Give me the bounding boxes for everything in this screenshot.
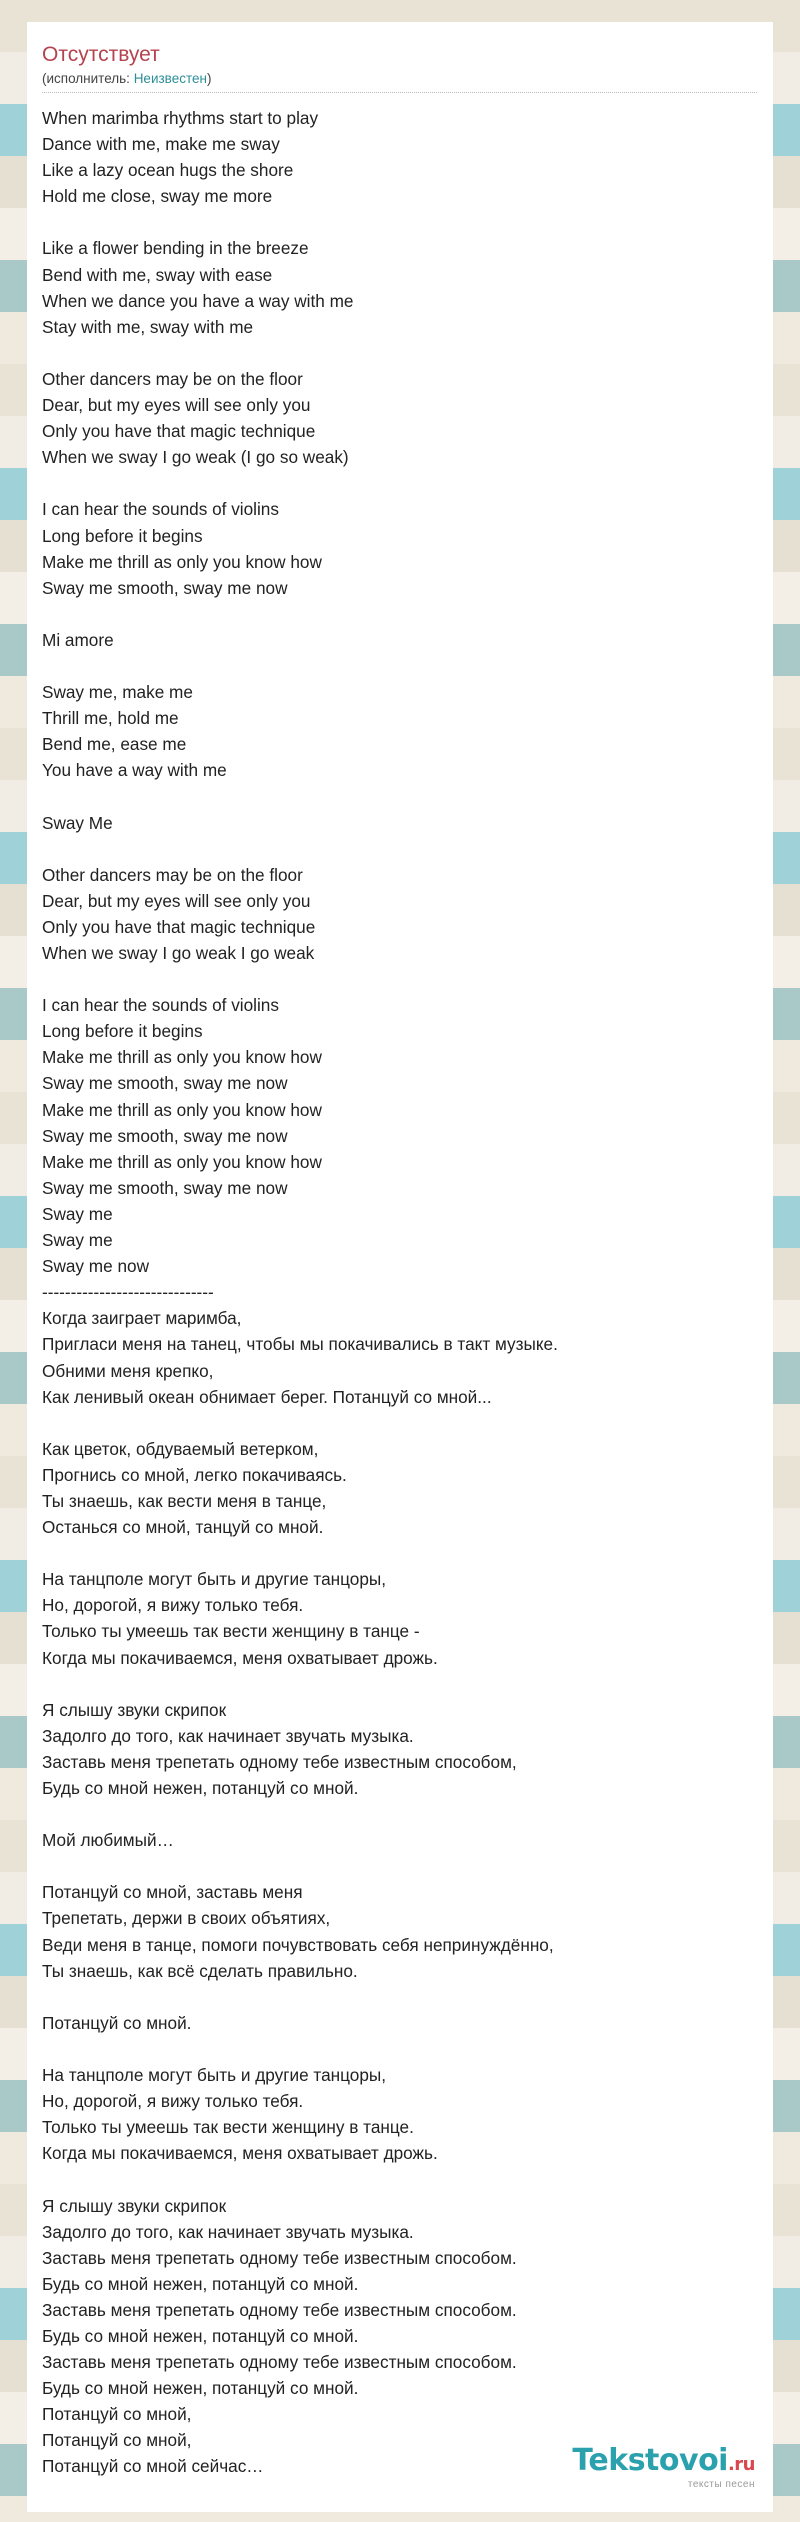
lyric-line: When we sway I go weak (I go so weak): [42, 447, 349, 468]
lyric-line: Sway me smooth, sway me now: [42, 1125, 288, 1146]
lyric-line: When marimba rhythms start to play: [42, 108, 319, 128]
header-divider: [42, 92, 757, 93]
lyric-line: Но, дорогой, я вижу только тебя.: [42, 1595, 304, 1616]
stanza-break: [42, 653, 742, 679]
stanza-break: [42, 1540, 742, 1566]
lyric-line: Like a lazy ocean hugs the shore: [42, 160, 294, 181]
artist-prefix: (исполнитель:: [42, 71, 134, 86]
lyric-line: Как цветок, обдуваемый ветерком,: [42, 1438, 319, 1459]
lyric-line: Stay with me, sway with me: [42, 316, 254, 337]
lyric-line: Make me thrill as only you know how: [42, 1047, 322, 1068]
lyric-line: Sway me smooth, sway me now: [42, 577, 288, 598]
lyric-line: Потанцуй со мной, заставь меня: [42, 1882, 303, 1903]
lyric-line: Long before it begins: [42, 1021, 203, 1042]
lyric-line: Long before it begins: [42, 525, 203, 546]
lyric-line: Mi amore: [42, 629, 114, 650]
lyric-line: Потанцуй со мной,: [42, 2404, 192, 2425]
site-logo[interactable]: [572, 2445, 755, 2490]
lyric-line: Я слышу звуки скрипок: [42, 1699, 227, 1720]
lyric-line: I can hear the sounds of violins: [42, 499, 279, 520]
stanza-break: [42, 601, 742, 627]
stanza-break: [42, 836, 742, 862]
lyric-line: Make me thrill as only you know how: [42, 551, 322, 572]
lyric-line: Dear, but my eyes will see only you: [42, 395, 311, 416]
lyric-line: Make me thrill as only you know how: [42, 1099, 322, 1120]
lyric-line: На танцполе могут быть и другие танцоры,: [42, 2065, 387, 2086]
lyric-line: Веди меня в танце, помоги почувствовать себя непринуждённо,: [42, 1934, 554, 1955]
lyric-line: Будь со мной нежен, потанцуй со мной.: [42, 2378, 359, 2399]
lyric-line: Ты знаешь, как вести меня в танце,: [42, 1490, 327, 1511]
logo-wordmark: [572, 2445, 755, 2481]
lyric-line: When we dance you have a way with me: [42, 290, 354, 311]
lyric-line: Мой любимый…: [42, 1830, 174, 1851]
logo-name: Tekstovoi: [572, 2443, 728, 2478]
lyric-line: На танцполе могут быть и другие танцоры,: [42, 1569, 387, 1590]
lyrics-card: [27, 22, 773, 2512]
lyric-line: Other dancers may be on the floor: [42, 864, 303, 885]
artist-line: [42, 70, 211, 88]
lyric-line: Like a flower bending in the breeze: [42, 238, 309, 259]
artist-link[interactable]: Неизвестен: [133, 71, 207, 86]
lyric-line: Когда заиграет маримба,: [42, 1308, 242, 1329]
lyric-line: You have a way with me: [42, 760, 227, 781]
stanza-break: [42, 783, 742, 809]
lyric-line: Как ленивый океан обнимает берег. Потанцуй со мной...: [42, 1386, 492, 1407]
artist-suffix: ): [206, 71, 212, 86]
lyric-line: Bend with me, sway with ease: [42, 264, 273, 285]
stanza-break: [42, 470, 742, 496]
lyric-line: Dance with me, make me sway: [42, 134, 280, 155]
lyric-line: Other dancers may be on the floor: [42, 368, 303, 389]
lyric-line: Обними меня крепко,: [42, 1360, 214, 1381]
lyric-line: Будь со мной нежен, потанцуй со мной.: [42, 1778, 359, 1798]
lyric-line: Потанцуй со мной,: [42, 2430, 192, 2451]
lyric-line: Трепетать, держи в своих объятиях,: [42, 1908, 331, 1929]
lyric-line: Ты знаешь, как всё сделать правильно.: [42, 1960, 358, 1981]
lyric-line: Только ты умеешь так вести женщину в танце -: [42, 1621, 420, 1642]
lyric-line: Заставь меня трепетать одному тебе известным способом.: [42, 2247, 517, 2268]
lyric-line: Заставь меня трепетать одному тебе известным способом,: [42, 1751, 517, 1772]
lyric-line: Потанцуй со мной сейчас…: [42, 2456, 264, 2477]
lyric-line: Будь со мной нежен, потанцуй со мной.: [42, 2325, 359, 2346]
lyric-line: Заставь меня трепетать одному тебе известным способом.: [42, 2352, 517, 2373]
lyric-line: Hold me close, sway me more: [42, 186, 273, 207]
lyric-line: Bend me, ease me: [42, 734, 187, 755]
lyric-line: Когда мы покачиваемся, меня охватывает дрожь.: [42, 2143, 438, 2164]
lyric-line: Sway me, make me: [42, 682, 193, 703]
lyric-line: Задолго до того, как начинает звучать музыка.: [42, 1725, 414, 1746]
lyric-line: Потанцуй со мной.: [42, 2012, 192, 2033]
stanza-break: [42, 1853, 742, 1879]
lyric-line: Sway me: [42, 1203, 113, 1224]
song-title: Отсутствует: [42, 43, 160, 66]
lyric-line: Only you have that magic technique: [42, 421, 316, 442]
lyric-line: Sway me smooth, sway me now: [42, 1177, 288, 1198]
lyric-line: Будь со мной нежен, потанцуй со мной.: [42, 2273, 359, 2294]
lyric-line: Sway me: [42, 1230, 113, 1251]
stanza-break: [42, 966, 742, 992]
lyric-line: Dear, but my eyes will see only you: [42, 890, 311, 911]
stanza-break: [42, 1671, 742, 1697]
logo-tagline: тексты песен: [687, 2479, 755, 2490]
lyric-line: I can hear the sounds of violins: [42, 995, 279, 1016]
lyric-line: Останься со мной, танцуй со мной.: [42, 1517, 324, 1538]
lyric-line: Когда мы покачиваемся, меня охватывает дрожь.: [42, 1647, 438, 1668]
stanza-break: [42, 209, 742, 235]
lyric-line: Пригласи меня на танец, чтобы мы покачивались в такт музыке.: [42, 1334, 558, 1355]
stanza-break: [42, 2036, 742, 2062]
lyric-line: Но, дорогой, я вижу только тебя.: [42, 2091, 304, 2112]
stanza-break: [42, 1984, 742, 2010]
lyric-line: Sway me now: [42, 1256, 149, 1277]
lyric-line: Только ты умеешь так вести женщину в танце.: [42, 2117, 414, 2138]
stanza-break: [42, 1410, 742, 1436]
stanza-break: [42, 1801, 742, 1827]
stanza-break: [42, 2166, 742, 2192]
lyrics-text: [42, 105, 742, 2480]
logo-tld: .ru: [727, 2454, 755, 2475]
lyric-line: Прогнись со мной, легко покачиваясь.: [42, 1464, 347, 1485]
lyric-line: When we sway I go weak I go weak: [42, 943, 315, 963]
lyric-line: Я слышу звуки скрипок: [42, 2195, 227, 2216]
lyric-line: Задолго до того, как начинает звучать музыка.: [42, 2221, 414, 2242]
lyric-line: Make me thrill as only you know how: [42, 1151, 322, 1172]
stanza-break: [42, 340, 742, 366]
lyric-line: ------------------------------: [42, 1282, 214, 1303]
lyric-line: Sway me smooth, sway me now: [42, 1073, 288, 1094]
lyric-line: Thrill me, hold me: [42, 708, 179, 729]
lyric-line: Заставь меня трепетать одному тебе известным способом.: [42, 2299, 517, 2320]
lyric-line: Sway Me: [42, 812, 113, 833]
lyric-line: Only you have that magic technique: [42, 916, 316, 937]
